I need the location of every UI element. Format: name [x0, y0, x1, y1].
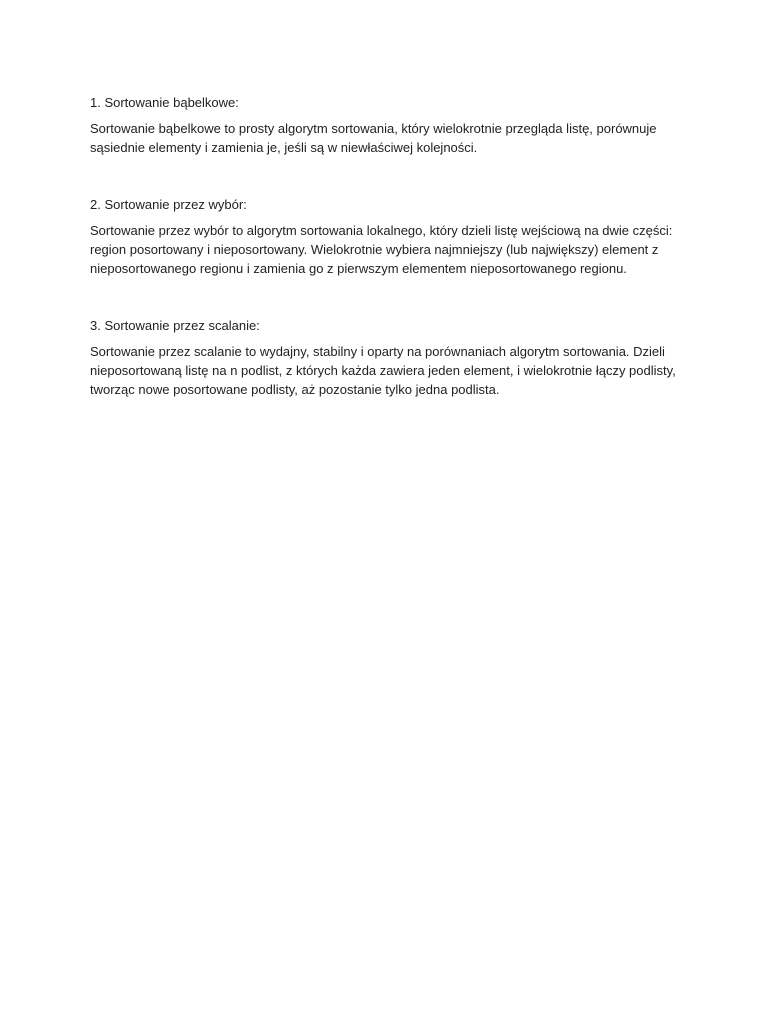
section-body: Sortowanie przez scalanie to wydajny, stabilny i oparty na porównaniach algorytm sortowania. Dzieli nieposortowaną listę na n podlist, z których każda zawiera jeden element, i wielokrotnie łączy podlisty, tworząc nowe posortowane podlisty, aż pozostanie tylko jedna podlista. [90, 344, 676, 397]
section-selection-sort [90, 195, 678, 278]
section-body: Sortowanie przez wybór to algorytm sortowania lokalnego, który dzieli listę wejściową na dwie części: region posortowany i nieposortowany. Wielokrotnie wybiera najmniejszy (lub największy) element z nieposortowanego regionu i zamienia go z pierwszym elementem nieposortowanego regionu. [90, 223, 673, 276]
section-body: Sortowanie bąbelkowe to prosty algorytm sortowania, który wielokrotnie przegląda listę, porównuje sąsiednie elementy i zamienia je, jeśli są w niewłaściwej kolejności. [90, 121, 657, 155]
section-heading: 3. Sortowanie przez scalanie: [90, 318, 260, 333]
section-merge-sort [90, 316, 678, 399]
section-heading: 2. Sortowanie przez wybór: [90, 197, 247, 212]
section-bubble-sort [90, 93, 678, 157]
section-heading: 1. Sortowanie bąbelkowe: [90, 95, 239, 110]
